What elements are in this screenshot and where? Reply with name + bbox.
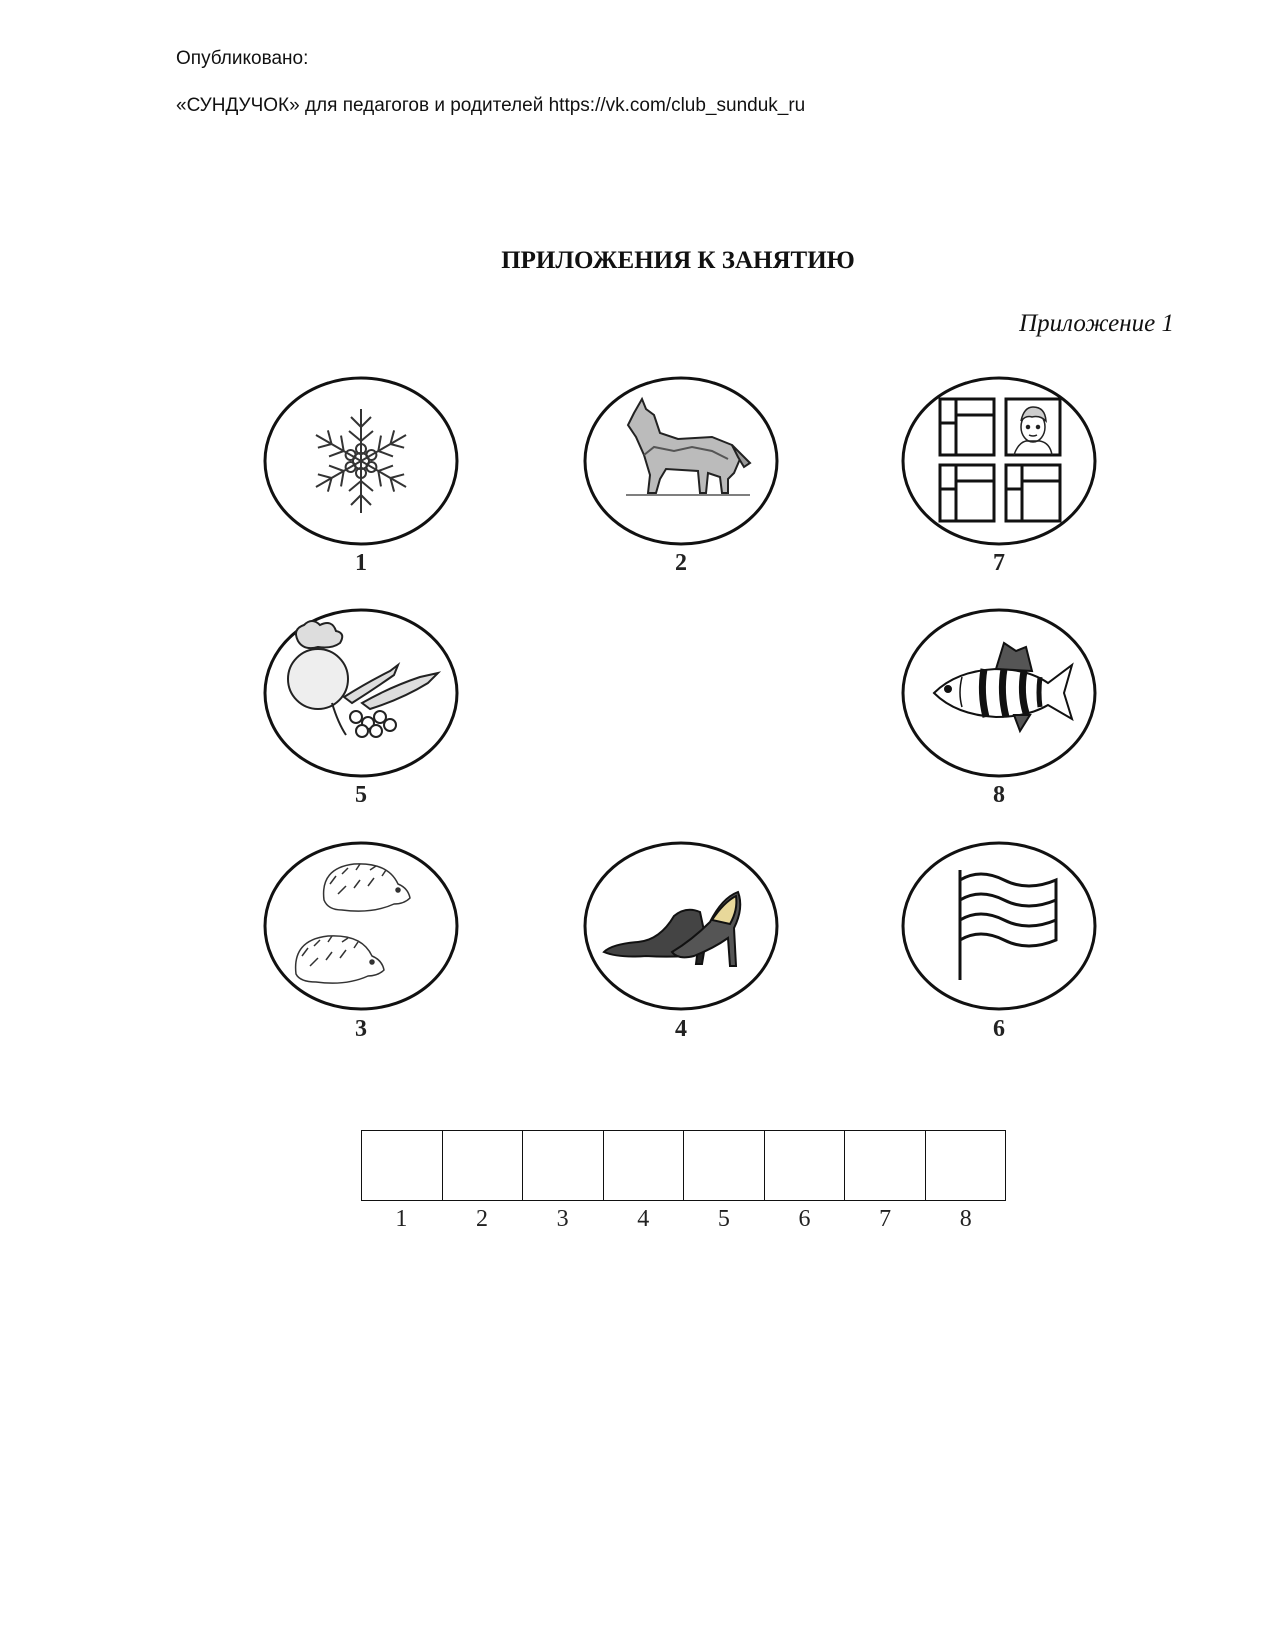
answer-column-number: 4 <box>637 1206 650 1232</box>
picture-snowflake <box>262 375 460 547</box>
picture-number: 8 <box>993 782 1005 808</box>
answer-cell[interactable] <box>442 1131 523 1200</box>
published-label: Опубликовано: <box>176 48 309 69</box>
answer-column-number: 1 <box>395 1206 408 1232</box>
flag-icon <box>900 840 1098 1012</box>
answer-cell[interactable] <box>844 1131 925 1200</box>
answer-column-number: 8 <box>959 1206 972 1232</box>
appendix-label: Приложение 1 <box>1019 310 1174 337</box>
answer-column-number: 3 <box>556 1206 569 1232</box>
answer-cell[interactable] <box>683 1131 764 1200</box>
hedgehogs-icon <box>262 840 460 1012</box>
picture-vegetables <box>262 607 460 779</box>
picture-hedgehogs <box>262 840 460 1012</box>
source-line: «СУНДУЧОК» для педагогов и родителей https://vk.com/club_sunduk_ru <box>176 95 806 116</box>
answer-cell[interactable] <box>522 1131 603 1200</box>
answer-cell[interactable] <box>925 1131 1006 1200</box>
picture-number: 5 <box>355 782 367 808</box>
answer-cell[interactable] <box>764 1131 845 1200</box>
answer-column-number: 2 <box>475 1206 488 1232</box>
answer-column-number: 7 <box>879 1206 892 1232</box>
answer-cell[interactable] <box>362 1131 442 1200</box>
picture-number: 4 <box>675 1016 687 1042</box>
windows-boy-icon <box>900 375 1098 547</box>
answer-cell[interactable] <box>603 1131 684 1200</box>
picture-number: 7 <box>993 550 1005 576</box>
vegetables-icon <box>262 607 460 779</box>
picture-number: 1 <box>355 550 367 576</box>
fish-icon <box>900 607 1098 779</box>
snowflake-icon <box>262 375 460 547</box>
picture-number: 6 <box>993 1016 1005 1042</box>
page-title: ПРИЛОЖЕНИЯ К ЗАНЯТИЮ <box>501 247 855 274</box>
shoes-icon <box>582 840 780 1012</box>
answer-column-number: 5 <box>717 1206 730 1232</box>
picture-number: 2 <box>675 550 687 576</box>
picture-shoes <box>582 840 780 1012</box>
wolf-icon <box>582 375 780 547</box>
answer-column-number: 6 <box>798 1206 811 1232</box>
answer-column-numbers <box>361 1206 1006 1233</box>
answer-table <box>361 1130 1006 1201</box>
picture-number: 3 <box>355 1016 367 1042</box>
picture-fish <box>900 607 1098 779</box>
picture-flag <box>900 840 1098 1012</box>
picture-wolf <box>582 375 780 547</box>
picture-windows <box>900 375 1098 547</box>
